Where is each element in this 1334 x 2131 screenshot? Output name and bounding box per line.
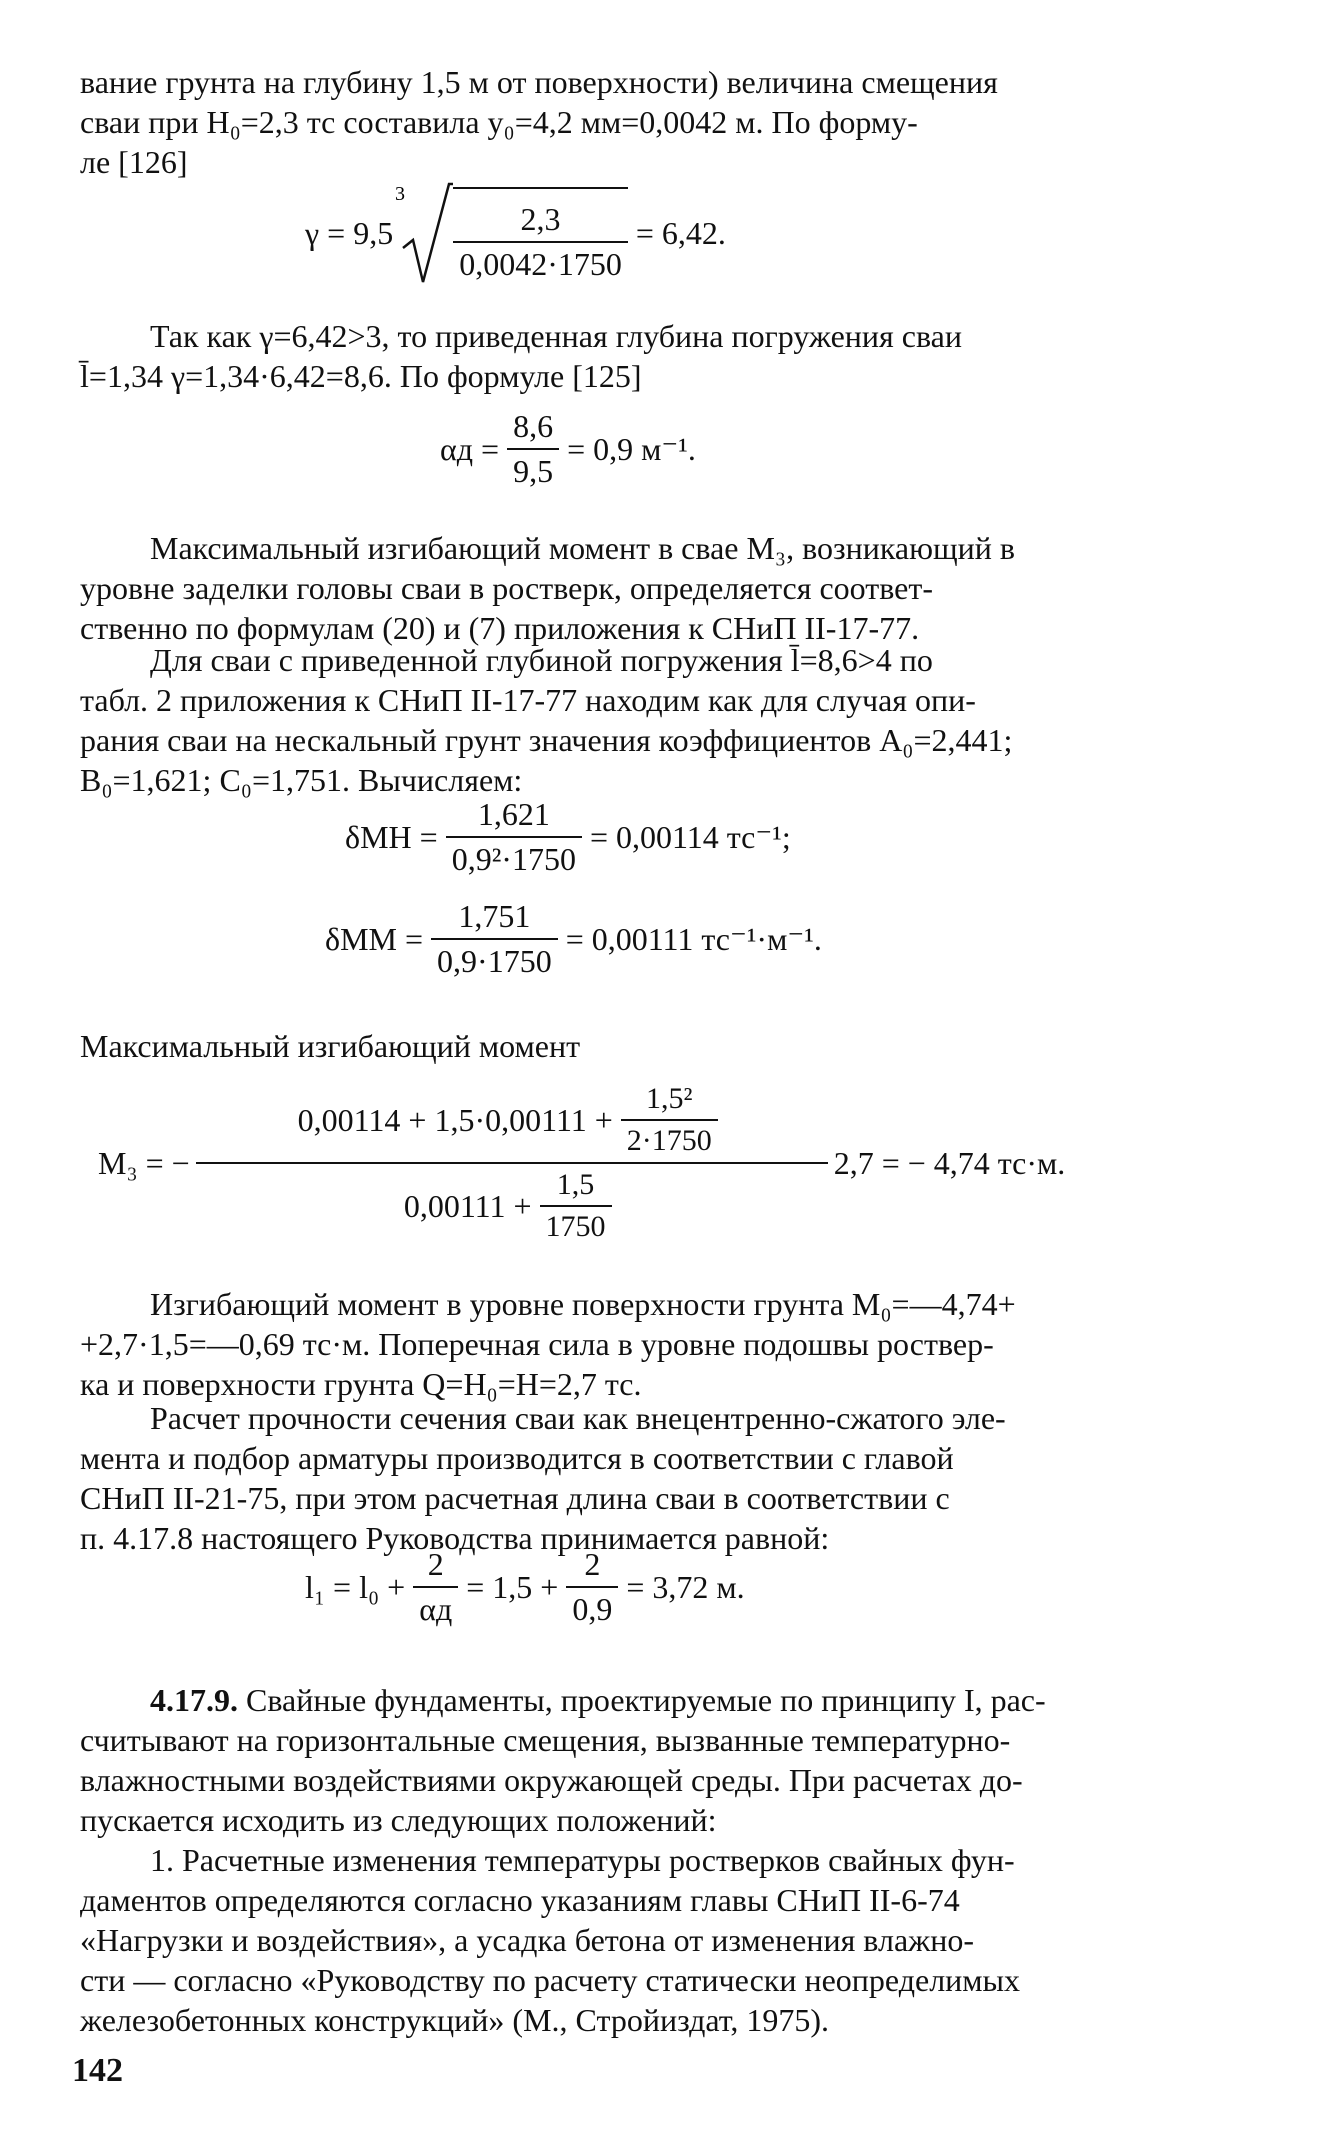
fraction-numerator: 2 (427, 1546, 444, 1582)
text-line: считывают на горизонтальные смещения, вызванные температурно- (80, 1722, 1011, 1758)
text-line: l̄=1,34 γ=1,34·6,42=8,6. По формуле [125] (80, 358, 642, 394)
denominator-fraction (540, 1168, 612, 1244)
equation-lhs: M₃ = − (98, 1144, 190, 1181)
fraction-denominator: 1750 (540, 1205, 612, 1244)
text-line: Расчет прочности сечения сваи как внецентренно-сжатого эле- (150, 1400, 1006, 1436)
text-line: влажностными воздействиями окружающей среды. При расчетах до- (80, 1762, 1023, 1798)
text-line: Максимальный изгибающий момент в свае M₃, возникающий в (150, 530, 1016, 566)
equation-middle: = 1,5 + (466, 1568, 559, 1605)
equation-alpha (440, 408, 696, 490)
cube-root (393, 178, 636, 288)
paragraph-2 (80, 316, 1220, 396)
equation-delta-mm (325, 898, 822, 980)
paragraph-8 (80, 1680, 1220, 1840)
fraction-denominator: αд (413, 1586, 458, 1628)
text-line: 1. Расчетные изменения температуры ростверков свайных фун- (150, 1842, 1015, 1878)
fraction (446, 796, 582, 878)
radical-sign-icon (393, 178, 453, 288)
page-number: 142 (72, 2052, 123, 2089)
equation-delta-mh (345, 796, 791, 878)
radicand-fraction (453, 187, 628, 283)
fraction-numerator: 1,5² (646, 1082, 693, 1115)
fraction (507, 408, 559, 490)
equation-moment (98, 1082, 1065, 1244)
fraction (431, 898, 558, 980)
fraction (566, 1546, 618, 1628)
text-line: вание грунта на глубину 1,5 м от поверхности) величина смещения (80, 64, 998, 100)
fraction-denominator: 0,9²·1750 (446, 836, 582, 878)
text-line: Максимальный изгибающий момент (80, 1028, 581, 1064)
text-line: железобетонных конструкций» (М., Стройиздат, 1975). (80, 2002, 830, 2038)
fraction-numerator: 1,621 (477, 796, 550, 832)
fraction (413, 1546, 458, 1628)
text-line: сваи при H₀=2,3 тс составила y₀=4,2 мм=0,0042 м. По форму- (80, 104, 918, 140)
equation-rhs: = 0,9 м⁻¹. (567, 431, 696, 467)
text-line: Изгибающий момент в уровне поверхности грунта M₀=—4,74+ (150, 1286, 1016, 1322)
fraction-numerator: 2 (584, 1546, 601, 1582)
equation-lhs: γ = 9,5 (305, 214, 394, 251)
text-line: Так как γ=6,42>3, то приведенная глубина погружения сваи (150, 318, 962, 354)
section-label: 4.17.9. (150, 1682, 238, 1718)
text-line: рания сваи на нескальный грунт значения коэффициентов A₀=2,441; (80, 722, 1013, 758)
compound-numerator (288, 1082, 736, 1162)
fraction-numerator: 2,3 (520, 201, 561, 237)
fraction-denominator: 0,9 (566, 1586, 618, 1628)
equation-rhs: = 0,00114 тс⁻¹; (589, 819, 791, 855)
fraction-numerator: 1,5 (556, 1168, 595, 1201)
equation-rhs: = 0,00111 тс⁻¹·м⁻¹. (565, 921, 822, 957)
equation-rhs: = 6,42. (635, 214, 726, 251)
text-line: пускается исходить из следующих положений: (80, 1802, 717, 1838)
text-line: сти — согласно «Руководству по расчету статически неопределимых (80, 1962, 1021, 1998)
fraction-denominator: 0,9·1750 (431, 938, 558, 980)
text-line: ка и поверхности грунта Q=H₀=H=2,7 тс. (80, 1366, 642, 1402)
text-line: ственно по формулам (20) и (7) приложения к СНиП II-17-77. (80, 610, 920, 646)
text-line: табл. 2 приложения к СНиП II-17-77 находим как для случая опи- (80, 682, 976, 718)
numerator-main: 0,00114 + 1,5·0,00111 + (297, 1101, 613, 1138)
equation-lhs: l₁ = l₀ + (305, 1568, 406, 1605)
equation-gamma (305, 178, 726, 288)
paragraph-9 (80, 1840, 1220, 2040)
equation-lhs: δMH = (345, 818, 438, 855)
paragraph-5 (80, 1026, 1220, 1066)
text-line: мента и подбор арматуры производится в соответствии с главой (80, 1440, 954, 1476)
equation-lhs: δMM = (325, 920, 424, 957)
equation-rhs: 2,7 = − 4,74 тс·м. (833, 1144, 1066, 1181)
fraction-denominator: 9,5 (507, 448, 559, 490)
text-line: B₀=1,621; C₀=1,751. Вычисляем: (80, 762, 523, 798)
compound-fraction (196, 1082, 828, 1244)
equation-rhs: = 3,72 м. (626, 1568, 745, 1605)
paragraph-3 (80, 528, 1220, 648)
text-line: СНиП II-21-75, при этом расчетная длина сваи в соответствии с (80, 1480, 950, 1516)
text-line: Для сваи с приведенной глубиной погружения l̄=8,6>4 по (150, 642, 933, 678)
fraction-numerator: 8,6 (513, 408, 554, 444)
text-line: ле [126] (80, 144, 188, 180)
paragraph-6 (80, 1284, 1220, 1404)
text-span: Свайные фундаменты, проектируемые по принципу I, рас- (246, 1682, 1046, 1718)
text-line (80, 1680, 1220, 1720)
root-index: 3 (395, 183, 406, 205)
text-line: даментов определяются согласно указаниям главы СНиП II-6-74 (80, 1882, 960, 1918)
fraction-numerator: 1,751 (458, 898, 531, 934)
text-line: «Нагрузки и воздействия», а усадка бетона от изменения влажно- (80, 1922, 975, 1958)
text-line: +2,7·1,5=—0,69 тс·м. Поперечная сила в уровне подошвы роствер- (80, 1326, 994, 1362)
fraction-denominator: 2·1750 (621, 1119, 718, 1158)
text-line: п. 4.17.8 настоящего Руководства принимается равной: (80, 1520, 830, 1556)
paragraph-4 (80, 640, 1220, 800)
paragraph-7 (80, 1398, 1220, 1558)
fraction-denominator: 0,0042·1750 (453, 241, 628, 283)
equation-lhs: αд = (440, 430, 500, 467)
numerator-fraction (621, 1082, 718, 1158)
compound-denominator (196, 1162, 828, 1244)
denominator-main: 0,00111 + (403, 1187, 532, 1224)
paragraph-1 (80, 62, 1220, 182)
text-line: уровне заделки головы сваи в ростверк, определяется соответ- (80, 570, 933, 606)
equation-length (305, 1546, 745, 1628)
